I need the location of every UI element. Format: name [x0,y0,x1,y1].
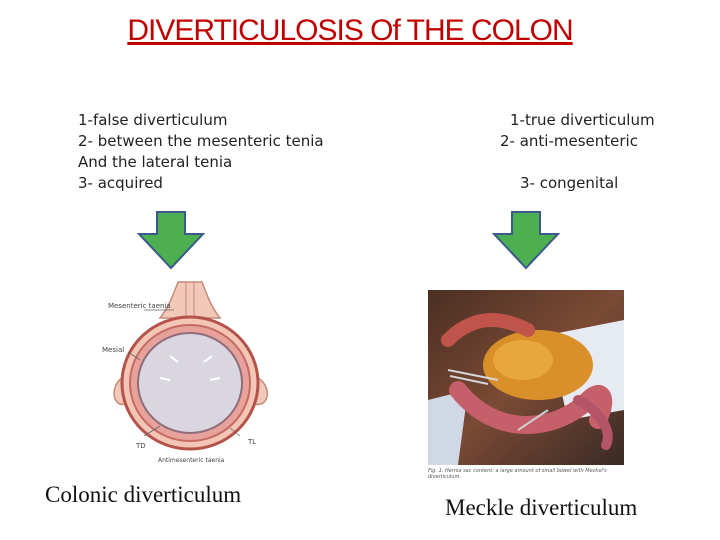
left-line-1: 1-false diverticulum [78,111,228,129]
left-line-4: 3- acquired [78,174,163,192]
true-diverticulum-list [500,110,655,194]
meckel-photo [428,290,624,480]
left-line-3: And the lateral tenia [78,153,233,171]
label-mesenteric: Mesenteric taenia [108,302,171,310]
right-line-1: 1-true diverticulum [510,111,655,129]
right-line-3: 3- congenital [520,174,619,192]
colon-cross-section-diagram [100,278,280,473]
right-line-2: 2- anti-mesenteric [500,132,638,150]
slide-title: DIVERTICULOSIS Of THE COLON [127,14,573,47]
label-td: TD [136,442,146,450]
right-caption: Meckle diverticulum [445,495,638,520]
label-mesial: Mesial [102,346,125,354]
label-tl: TL [248,438,257,446]
left-line-2: 2- between the mesenteric tenia [78,132,324,150]
photo-caption: Fig. 1. Hernia sac content: a large amount of small bowel with Meckel's diverticulum. [428,468,607,480]
left-down-arrow-icon [135,210,207,270]
label-antimesenteric: Antimesenteric taenia [158,457,225,464]
right-down-arrow-icon [490,210,562,270]
left-caption: Colonic diverticulum [45,482,242,507]
false-diverticulum-list [78,110,324,194]
